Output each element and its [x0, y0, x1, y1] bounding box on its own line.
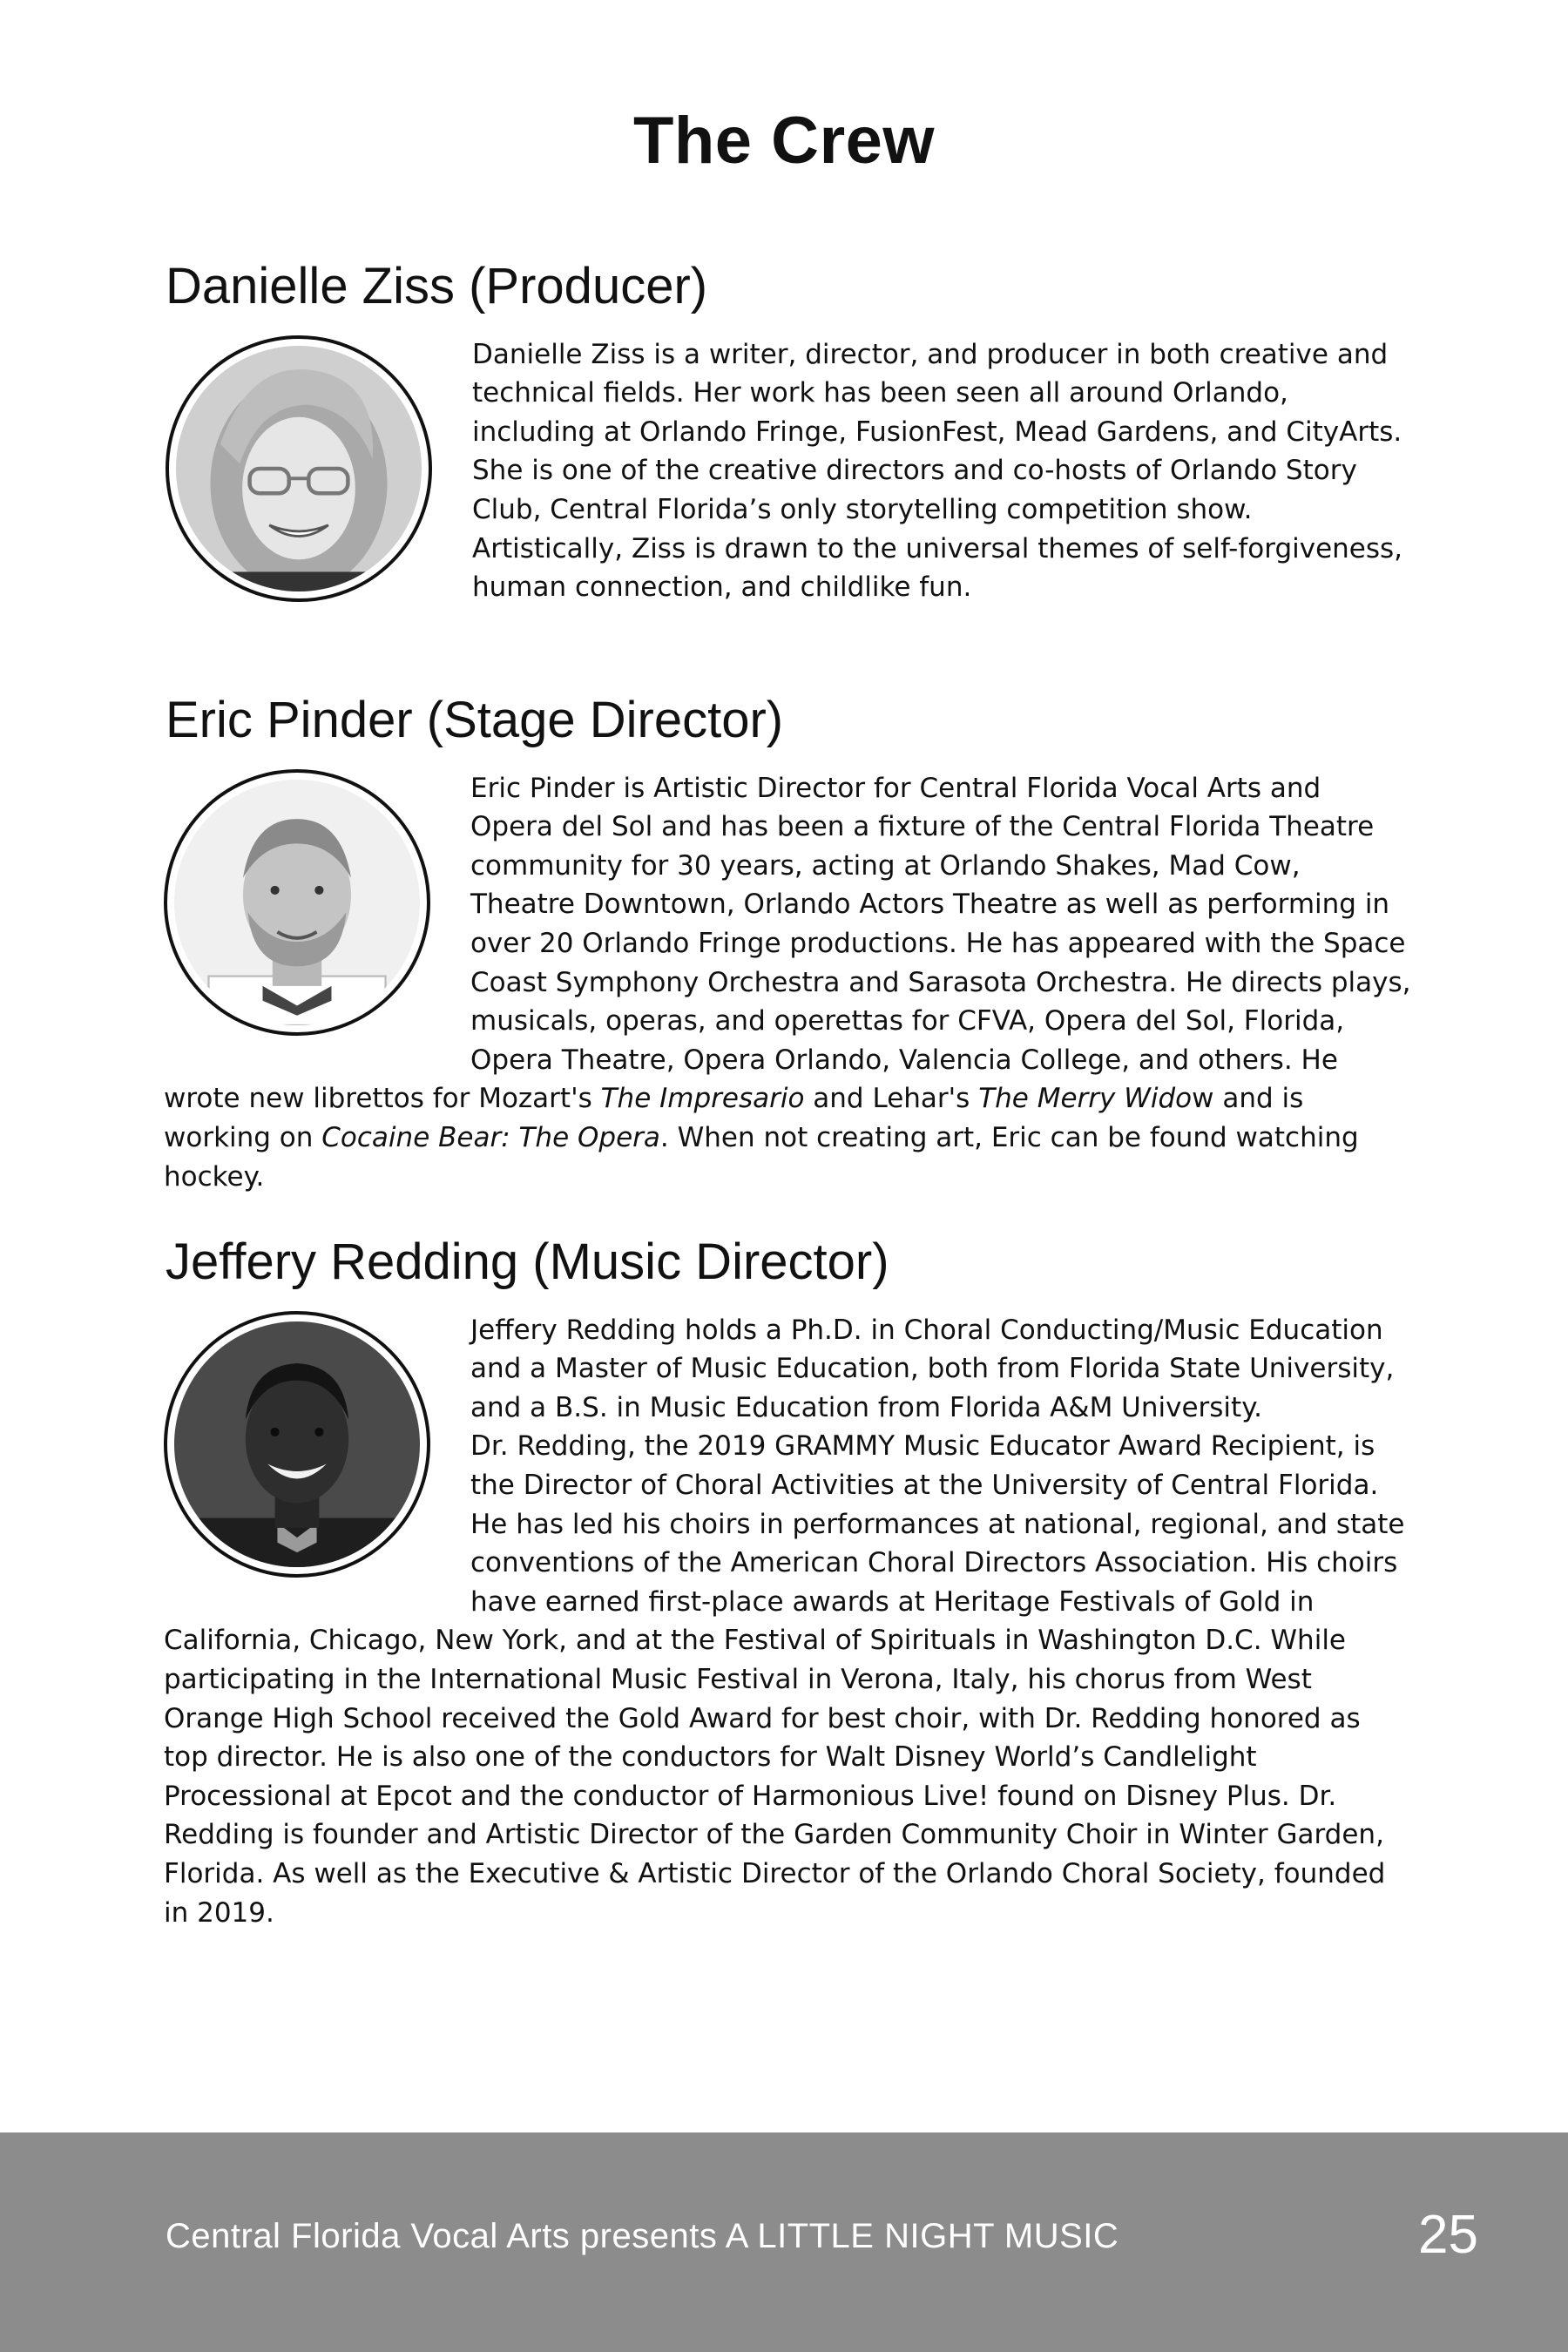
work-title-impresario: The Impresario	[600, 1083, 805, 1115]
crew-section-eric-pinder	[166, 692, 1411, 1196]
bio-text-segment: Eric Pinder is Artistic Director for Central Florida Vocal Arts and Opera del Sol and has been a fixture of the Central Florida Theatre community for 30 years, acting at Orlando Shakes, Mad Cow, Theatre Downtown, Orlando Actors Theatre as well as performing in over 20 Orlando Fringe productions. He has appeared with the Space Coast Symphony Orchestra and Sarasota Orchestra. He directs plays, musicals, operas, and operettas for CFVA, Opera del Sol, Florida, Opera Theatre, Opera Orlando, Valencia College, and others. He wrote new librettos for Mozart's	[164, 772, 1411, 1115]
crew-bio-text: Jeffery Redding holds a Ph.D. in Choral Conducting/Music Education and a Master of Music Education, both from Florida State University, and a B.S. in Music Education from Florida A&M University.	[470, 1314, 1395, 1423]
crew-section-danielle-ziss	[166, 258, 1411, 609]
bio-text-segment: w	[1192, 1083, 1214, 1115]
crew-section-jeffery-redding	[166, 1233, 1411, 1932]
crew-bio-text: Dr. Redding, the 2019 GRAMMY Music Educator Award Recipient, is the Director of Choral Activities at the University of Central Florida. He has led his choirs in performances at national, regional, and state conventions of the American Choral Directors Association. His choirs have earned first-place awards at Heritage Festivals of Gold in California, Chicago, New York, and at the Festival of Spirituals in Washington D.C. While participating in the International Music Festival in Verona, Italy, his chorus from West Orange High School received the Gold Award for best choir, with Dr. Redding honored as top director. He is also one of the conductors for Walt Disney World’s Candlelight Processional at Epcot and the conductor of Harmonious Live! found on Disney Plus. Dr. Redding is founder and Artistic Director of the Garden Community Choir in Winter Garden, Florida. As well as the Executive & Artistic Director of the Orlando Choral Society, founded in 2019.	[164, 1430, 1405, 1929]
footer-text: Central Florida Vocal Arts presents A LITTLE NIGHT MUSIC	[166, 2217, 1119, 2255]
crew-photo-danielle-ziss	[166, 335, 432, 602]
crew-bio	[166, 335, 1411, 607]
crew-name-heading: Eric Pinder (Stage Director)	[166, 692, 784, 748]
page-title: The Crew	[632, 104, 936, 178]
work-title-cocaine-bear: Cocaine Bear: The Opera	[321, 1122, 660, 1154]
crew-name-heading: Danielle Ziss (Producer)	[166, 258, 708, 314]
page-number: 25	[1418, 2205, 1478, 2265]
bio-text-segment: and is working on	[164, 1083, 1304, 1154]
crew-photo-jeffery-redding	[164, 1311, 430, 1578]
portrait-woman-glasses-image	[176, 346, 422, 591]
crew-photo-eric-pinder	[164, 769, 430, 1036]
work-title-merry-widow: The Merry Wido	[978, 1083, 1193, 1115]
bio-text-segment: and Lehar's	[804, 1083, 979, 1115]
portrait-man-beard-image	[174, 780, 420, 1025]
crew-name-heading: Jeffery Redding (Music Director)	[166, 1233, 889, 1290]
portrait-man-smiling-image	[174, 1321, 420, 1567]
page-footer	[0, 2132, 1568, 2352]
bio-text-segment: . When not creating art, Eric can be found watching hockey.	[164, 1122, 1359, 1193]
crew-bio	[164, 769, 1411, 1197]
crew-bio	[164, 1311, 1411, 1933]
crew-bio-text: Danielle Ziss is a writer, director, and producer in both creative and technical fields. Her work has been seen all around Orlando, including at Orlando Fringe, FusionFest, Mead Gardens, and CityArts. She is one of the creative directors and co-hosts of Orlando Story Club, Central Florida’s only storytelling competition show. Artistically, Ziss is drawn to the universal themes of self-forgiveness, human connection, and childlike fun.	[472, 338, 1403, 604]
